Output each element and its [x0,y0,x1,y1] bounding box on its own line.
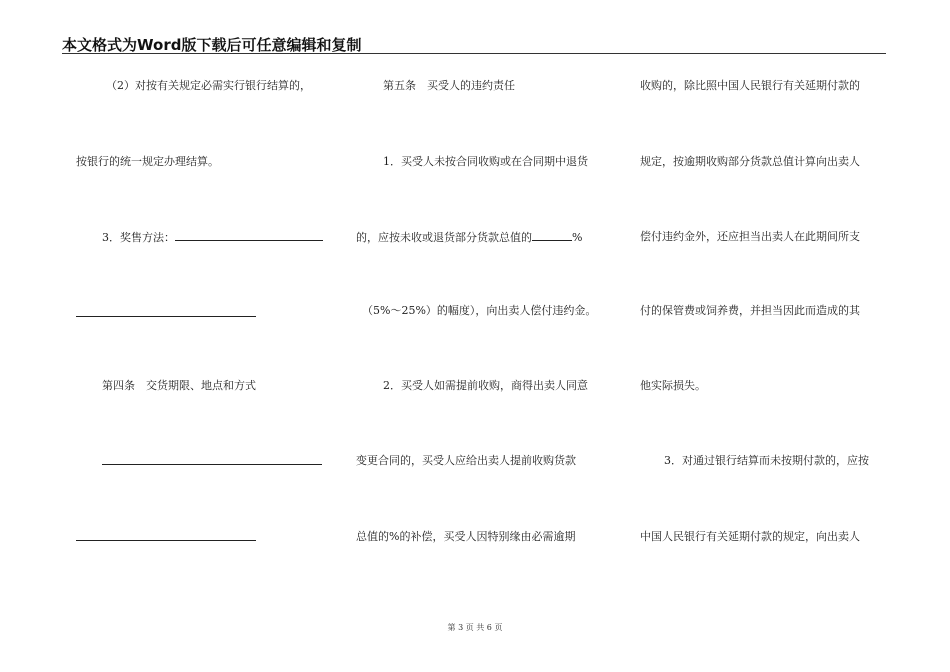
right-line-1: 收购的，除比照中国人民银行有关延期付款的 [640,79,860,92]
left-line-3 [102,230,323,245]
percent-blank [532,230,572,241]
left-line-4: 第四条 交货期限、地点和方式 [102,379,256,392]
right-line-2: 规定，按逾期收购部分货款总值计算向出卖人 [640,155,860,168]
award-method-label: 3．奖售方法： [102,231,175,244]
middle-line-3-text: 的，应按未收或退货部分货款总值的 [356,231,532,244]
header-divider [62,53,886,54]
left-line-1: （2）对按有关规定必需实行银行结算的， [106,79,311,92]
document-header-title: 本文格式为Word版下载后可任意编辑和复制 [62,36,362,54]
page-number-footer: 第 3 页 共 6 页 [447,623,503,632]
middle-line-1: 第五条 买受人的违约责任 [383,79,515,92]
middle-line-5: 2．买受人如需提前收购，商得出卖人同意 [383,379,588,392]
left-fill-line-1 [76,316,256,317]
right-line-3: 偿付违约金外，还应担当出卖人在此期间所支 [640,230,860,243]
left-fill-line-3 [76,540,256,541]
right-line-7: 中国人民银行有关延期付款的规定，向出卖人 [640,530,860,543]
left-fill-line-2 [102,464,322,465]
right-line-6: 3．对通过银行结算而未按期付款的，应按 [664,454,869,467]
left-line-2: 按银行的统一规定办理结算。 [76,155,219,168]
middle-line-4: （5%～25%）的幅度），向出卖人偿付违约金。 [362,304,597,317]
award-method-blank [175,230,323,241]
right-line-4: 付的保管费或饲养费，并担当因此而造成的其 [640,304,860,317]
middle-line-7: 总值的%的补偿，买受人因特别缘由必需逾期 [356,530,576,543]
percent-sign: % [572,231,583,244]
right-line-5: 他实际损失。 [640,379,706,392]
middle-line-3 [356,230,582,245]
middle-line-2: 1．买受人未按合同收购或在合同期中退货 [383,155,588,168]
middle-line-6: 变更合同的，买受人应给出卖人提前收购货款 [356,454,576,467]
